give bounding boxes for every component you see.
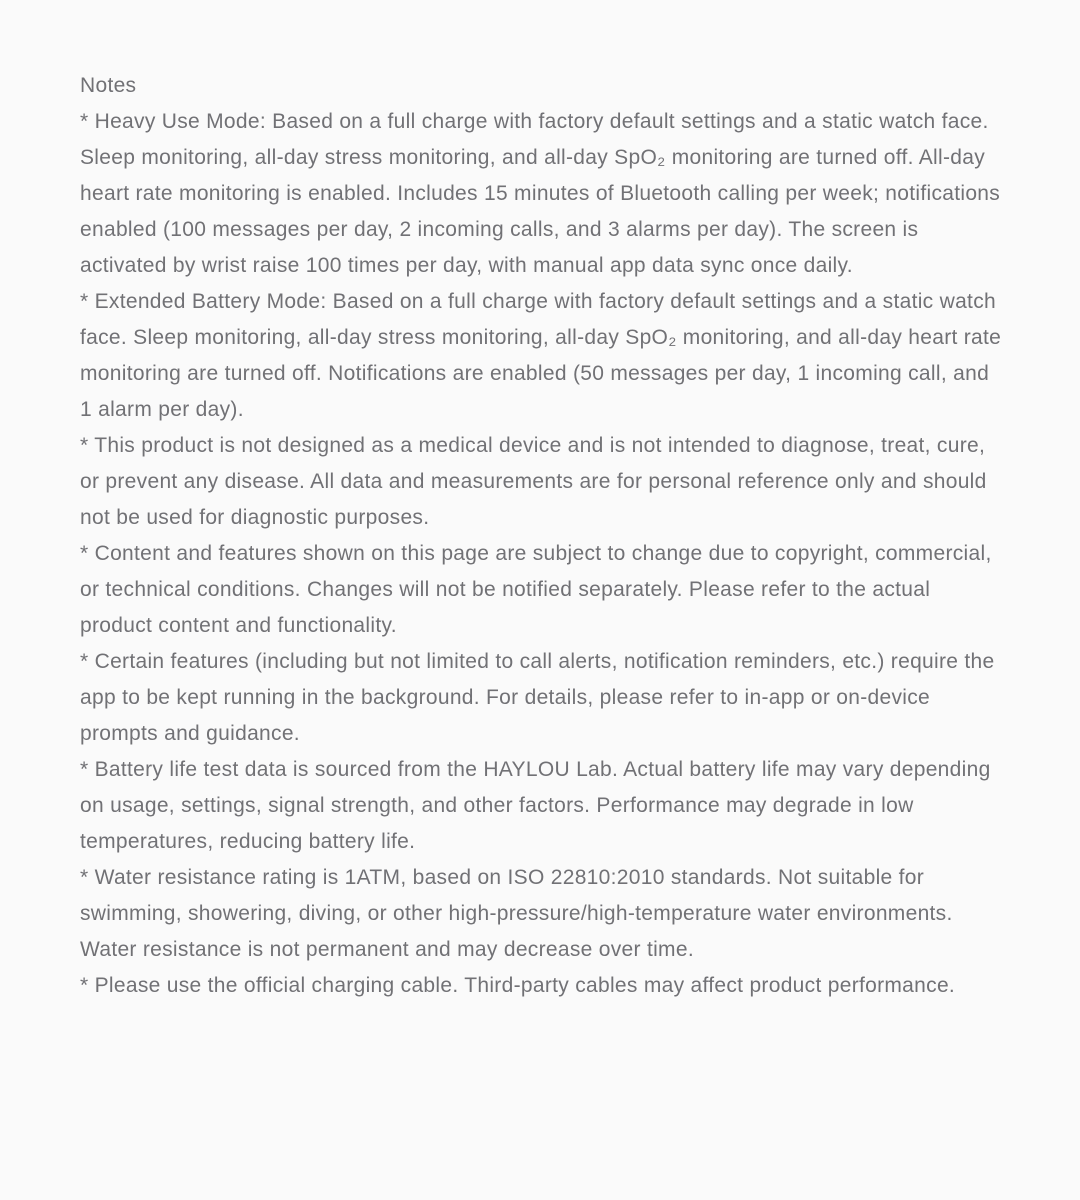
note-item-medical-disclaimer: * This product is not designed as a medical device and is not intended to diagnose, treat, cure, or prevent any disease. All data and measurements are for personal reference only and should not be used for diagnostic purposes. [80, 434, 987, 529]
note-item-content-change-disclaimer: * Content and features shown on this page are subject to change due to copyright, commercial, or technical conditions. Changes will not be notified separately. Please refer to the actual product content and functionality. [80, 542, 992, 637]
note-item-background-app-requirement: * Certain features (including but not limited to call alerts, notification reminders, etc.) require the app to be kept running in the background. For details, please refer to in-app or on-device prompts and guidance. [80, 650, 995, 745]
notes-heading: Notes [80, 74, 137, 97]
note-item-battery-test-source: * Battery life test data is sourced from the HAYLOU Lab. Actual battery life may vary depending on usage, settings, signal strength, and other factors. Performance may degrade in low temperatures, reducing battery life. [80, 758, 991, 853]
note-item-extended-battery-mode: * Extended Battery Mode: Based on a full charge with factory default settings and a static watch face. Sleep monitoring, all-day stress monitoring, all-day SpO₂ monitoring, and all-day heart rate monitoring are turned off. Notifications are enabled (50 messages per day, 1 incoming call, and 1 alarm per day). [80, 290, 1002, 421]
note-item-water-resistance: * Water resistance rating is 1ATM, based on ISO 22810:2010 standards. Not suitable for swimming, showering, diving, or other high-pressure/high-temperature water environments. Water resistance is not permanent and may decrease over time. [80, 866, 953, 961]
note-item-heavy-use-mode: * Heavy Use Mode: Based on a full charge with factory default settings and a static watch face. Sleep monitoring, all-day stress monitoring, and all-day SpO₂ monitoring are turned off. All-day heart rate monitoring is enabled. Includes 15 minutes of Bluetooth calling per week; notifications enabled (100 messages per day, 2 incoming calls, and 3 alarms per day). The screen is activated by wrist raise 100 times per day, with manual app data sync once daily. [80, 110, 1001, 277]
notes-section [80, 68, 1002, 1004]
note-item-charging-cable: * Please use the official charging cable. Third-party cables may affect product performance. [80, 974, 956, 997]
